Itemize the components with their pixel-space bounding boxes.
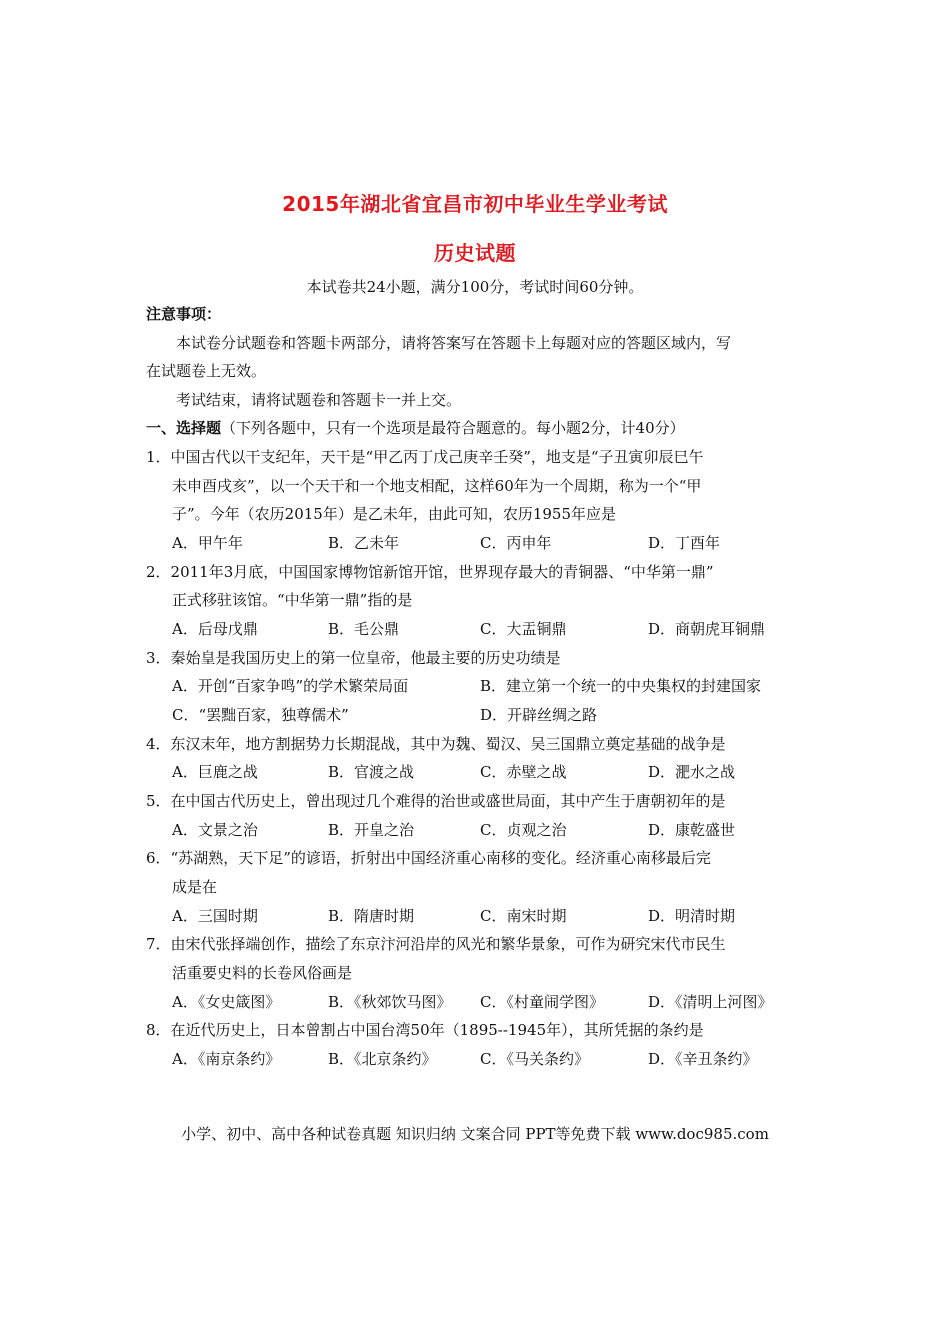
question-4-option-c[interactable]: C．赤壁之战 xyxy=(480,763,567,781)
question-4-line-1: 4．东汉末年，地方割据势力长期混战，其中为魏、蜀汉、吴三国鼎立奠定基础的战争是 xyxy=(146,735,726,753)
question-3-line-1: 3．秦始皇是我国历史上的第一位皇帝，他最主要的历史功绩是 xyxy=(146,649,561,667)
notice-paragraph-2: 考试结束，请将试题卷和答题卡一并上交。 xyxy=(176,391,462,409)
question-5-line-1: 5．在中国古代历史上，曾出现过几个难得的治世或盛世局面，其中产生于唐朝初年的是 xyxy=(146,792,726,810)
question-7-line-1: 7．由宋代张择端创作，描绘了东京汴河沿岸的风光和繁华景象，可作为研究宋代市民生 xyxy=(146,935,726,953)
question-5-option-d[interactable]: D．康乾盛世 xyxy=(648,821,736,839)
question-2-option-a[interactable]: A．后母戊鼎 xyxy=(172,620,258,638)
question-3-option-b[interactable]: B．建立第一个统一的中央集权的封建国家 xyxy=(480,677,762,695)
question-1-line-2: 未申酉戌亥”，以一个天干和一个地支相配，这样60年为一个周期，称为一个“甲 xyxy=(172,477,702,495)
question-8-option-a[interactable]: A．《南京条约》 xyxy=(172,1050,281,1068)
question-1-option-d[interactable]: D．丁酉年 xyxy=(648,534,721,552)
question-2-option-d[interactable]: D．商朝虎耳铜鼎 xyxy=(648,620,766,638)
question-2-option-b[interactable]: B．毛公鼎 xyxy=(328,620,400,638)
question-1-line-1: 1．中国古代以干支纪年，天干是“甲乙丙丁戊己庚辛壬癸”，地支是“子丑寅卯辰巳午 xyxy=(146,448,704,466)
question-6-line-1: 6．“苏湖熟，天下足”的谚语，折射出中国经济重心南移的变化。经济重心南移最后完 xyxy=(146,849,711,867)
question-8-line-1: 8．在近代历史上，日本曾割占中国台湾50年（1895--1945年），其所凭据的条约是 xyxy=(146,1021,704,1039)
question-4-option-b[interactable]: B．官渡之战 xyxy=(328,763,415,781)
question-2-line-2: 正式移驻该馆。“中华第一鼎”指的是 xyxy=(172,591,413,609)
question-7-option-a[interactable]: A．《女史箴图》 xyxy=(172,993,281,1011)
notice-paragraph-1: 本试卷分试题卷和答题卡两部分，请将答案写在答题卡上每题对应的答题区域内，写 xyxy=(176,334,732,352)
question-6-option-a[interactable]: A．三国时期 xyxy=(172,907,258,925)
question-2-option-c[interactable]: C．大盂铜鼎 xyxy=(480,620,567,638)
page-footer: 小学、初中、高中各种试卷真题 知识归纳 文案合同 PPT等免费下载 www.doc985.com xyxy=(181,1125,769,1143)
question-5-option-c[interactable]: C．贞观之治 xyxy=(480,821,567,839)
question-5-option-b[interactable]: B．开皇之治 xyxy=(328,821,415,839)
question-7-option-b[interactable]: B．《秋郊饮马图》 xyxy=(328,993,452,1011)
question-4-option-d[interactable]: D．淝水之战 xyxy=(648,763,736,781)
question-6-line-2: 成是在 xyxy=(172,878,218,896)
exam-title: 2015年湖北省宜昌市初中毕业生学业考试 xyxy=(282,192,668,216)
notice-heading: 注意事项： xyxy=(146,305,222,323)
question-3-option-a[interactable]: A．开创“百家争鸣”的学术繁荣局面 xyxy=(172,677,409,695)
question-1-option-b[interactable]: B．乙未年 xyxy=(328,534,400,552)
notice-paragraph-1-cont: 在试题卷上无效。 xyxy=(146,362,267,380)
question-1-option-c[interactable]: C．丙申年 xyxy=(480,534,552,552)
exam-subtitle: 历史试题 xyxy=(434,241,516,265)
question-3-option-d[interactable]: D．开辟丝绸之路 xyxy=(480,706,598,724)
question-7-option-c[interactable]: C．《村童闹学图》 xyxy=(480,993,604,1011)
section-heading: 一、选择题 xyxy=(146,419,222,437)
question-6-option-c[interactable]: C．南宋时期 xyxy=(480,907,567,925)
question-8-option-d[interactable]: D．《辛丑条约》 xyxy=(648,1050,758,1068)
question-6-option-b[interactable]: B．隋唐时期 xyxy=(328,907,415,925)
question-5-option-a[interactable]: A．文景之治 xyxy=(172,821,258,839)
question-7-option-d[interactable]: D．《清明上河图》 xyxy=(648,993,773,1011)
question-3-option-c[interactable]: C．“罢黜百家，独尊儒术” xyxy=(172,706,349,724)
section-note: （下列各题中，只有一个选项是最符合题意的。每小题2分，计40分） xyxy=(221,419,685,437)
question-2-line-1: 2．2011年3月底，中国国家博物馆新馆开馆，世界现存最大的青铜器、“中华第一鼎” xyxy=(146,563,714,581)
exam-info: 本试卷共24小题，满分100分，考试时间60分钟。 xyxy=(306,278,644,296)
question-6-option-d[interactable]: D．明清时期 xyxy=(648,907,736,925)
question-8-option-b[interactable]: B．《北京条约》 xyxy=(328,1050,437,1068)
question-1-option-a[interactable]: A．甲午年 xyxy=(172,534,243,552)
question-1-line-3: 子”。今年（农历2015年）是乙未年，由此可知，农历1955年应是 xyxy=(172,505,617,523)
section-heading-line xyxy=(146,418,685,438)
question-7-line-2: 活重要史料的长卷风俗画是 xyxy=(172,964,353,982)
question-4-option-a[interactable]: A．巨鹿之战 xyxy=(172,763,258,781)
question-8-option-c[interactable]: C．《马关条约》 xyxy=(480,1050,589,1068)
